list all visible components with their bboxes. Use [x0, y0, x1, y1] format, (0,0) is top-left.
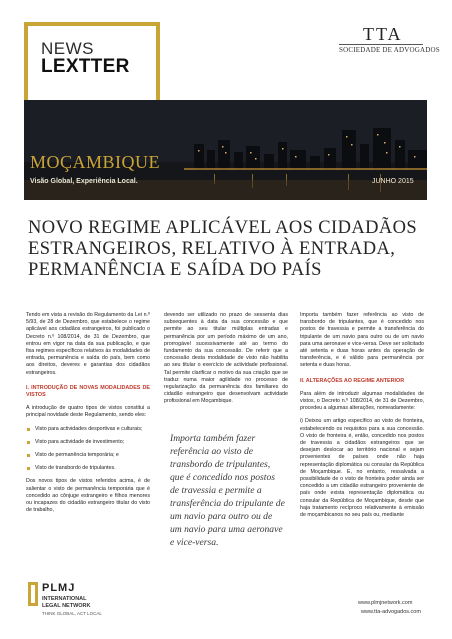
- visa-types-list: [26, 426, 150, 473]
- headline-line: NOVO REGIME APLICÁVEL AOS CIDADÃOS: [28, 218, 418, 238]
- intro-paragraph: Tendo em vista a revisão do Regulamento da Lei n.º 5/93, de 28 de Dezembro, que estabelece o regime aplicável aos cidadãos estrangeiros, foi publicado o Decreto n.º 108/2014, de 31 de Dezembro, que entrou em vigor na data da sua publicação, e que fixa regimes específicos relativos às modalidades de entrada, permanência e saída do país, bem como aos direitos, deveres e garantias dos cidadãos estrangeiros.: [26, 312, 150, 376]
- list-item: Visto para actividades desportivas e culturais;: [26, 426, 150, 433]
- section-title-2: II. ALTERAÇÕES AO REGIME ANTERIOR: [300, 377, 405, 384]
- list-item: Visto para actividade de investimento;: [26, 439, 150, 446]
- issue-date: JUNHO 2015: [372, 178, 414, 185]
- plmj-line-3: THINK GLOBAL, ACT LOCAL: [42, 611, 102, 616]
- column-3-paragraph-3: i) Deixou um artigo específico ao visto de fronteira, estabelecendo os requisitos para a sua concessão. O visto de fronteira é, então, concedido nos postos de travessia a cidadãos estrangeiros que se desejam deslocar ao território nacional e sejam provenientes de países onde não haja representação diplomática ou consular da República de Moçambique. E, no entanto, ressalvada a possibilidade de o visto de fronteira poder ainda ser concedido a um cidadão estrangeiro proveniente de país onde exista representação diplomática ou consular da República de Moçambique, desde que haja tratamento recíproco relativamente à emissão de moçambicanos no seu país ou, mediante: [300, 418, 424, 519]
- city-night-banner: [24, 100, 427, 200]
- closing-paragraph: Dos novos tipos de vistos referidos acima, é de salientar o visto de permanência temporária que é concedido ao cônjuge estrangeiro e filhos menores ou incapazes do cidadão estrangeiro titular do visto de trabalho,: [26, 478, 150, 514]
- column-2-paragraph: devendo ser utilizado no prazo de sessenta dias subsequentes à data da sua concessão e que permite ao seu titular múltiplas entradas e permanência por um período máximo de um ano, prorrogável sucessivamente até ao termo do fundamento da sua concessão. De referir que a concessão desta modalidade de visto não habilita ao seu titular o exercício de actividade profissional. Tal permite clarificar o motivo da sua criação que se traduz numa maior agilidade no processo de regularização da permanência dos familiares do cidadão estrangeiro que desenvolvam actividade profissional em Moçambique.: [164, 312, 288, 405]
- plmj-line-2: LEGAL NETWORK: [42, 603, 91, 609]
- masthead-news: NEWS: [41, 39, 94, 58]
- column-2: [164, 312, 288, 412]
- column-3-paragraph-2: Para além de introduzir algumas modalidades de vistos, o Decreto n.º 108/2014, de 31 de Dezembro, procedeu a algumas alterações, nomeadamente:: [300, 390, 424, 412]
- tta-subtitle: SOCIEDADE DE ADVOGADOS: [339, 46, 440, 54]
- masthead-lextter: LEXTTER: [41, 56, 130, 77]
- headline-line: ESTRANGEIROS, RELATIVO À ENTRADA,: [28, 239, 396, 259]
- tagline: Visão Global, Experiência Local.: [30, 178, 138, 185]
- tta-url-link[interactable]: www.tta-advogados.com: [361, 609, 421, 615]
- plmj-line-1: INTERNATIONAL: [42, 596, 87, 602]
- tta-logo-rule: [339, 44, 423, 45]
- city-skyline-image: [24, 100, 427, 200]
- article-headline: [28, 218, 428, 281]
- column-1: [26, 312, 150, 520]
- country-title: MOÇAMBIQUE: [30, 152, 161, 172]
- section-title-1: I. INTRODUÇÃO DE NOVAS MODALIDADES DE VISTOS: [26, 384, 150, 399]
- plmj-logo: PLMJ: [42, 582, 76, 594]
- lead-paragraph: A introdução de quatro tipos de vistos constitui a principal novidade deste Regulamento, sendo eles:: [26, 405, 150, 419]
- headline-line: PERMANÊNCIA E SAÍDA DO PAÍS: [28, 260, 322, 280]
- column-3-paragraph-1: Importa também fazer referência ao visto de transbordo de tripulantes, que é concedido nos postos de travessia e permite a transferência do tripulante de um navio para outro ou de um navio para uma aeronave e vice-versa. Deve ser solicitado até setenta e duas horas antes da operação de transferência, e é válido para permanência por setenta e duas horas.: [300, 312, 424, 369]
- column-3: [300, 312, 424, 525]
- pull-quote: Importa também fazer referência ao visto de transbordo de tripulantes, que é concedido nos postos de travessia e permite a transferência do tripulante de um navio para outro ou de um navio para uma aeronave e vice-versa.: [170, 433, 285, 548]
- list-item: Visto de permanência temporária; e: [26, 452, 150, 459]
- list-item: Visto de transbordo de tripulantes.: [26, 465, 150, 472]
- plmj-logo-mark: [28, 582, 38, 606]
- tta-logo: TTA: [363, 24, 403, 44]
- plmj-url-link[interactable]: www.plmjnetwork.com: [358, 600, 413, 606]
